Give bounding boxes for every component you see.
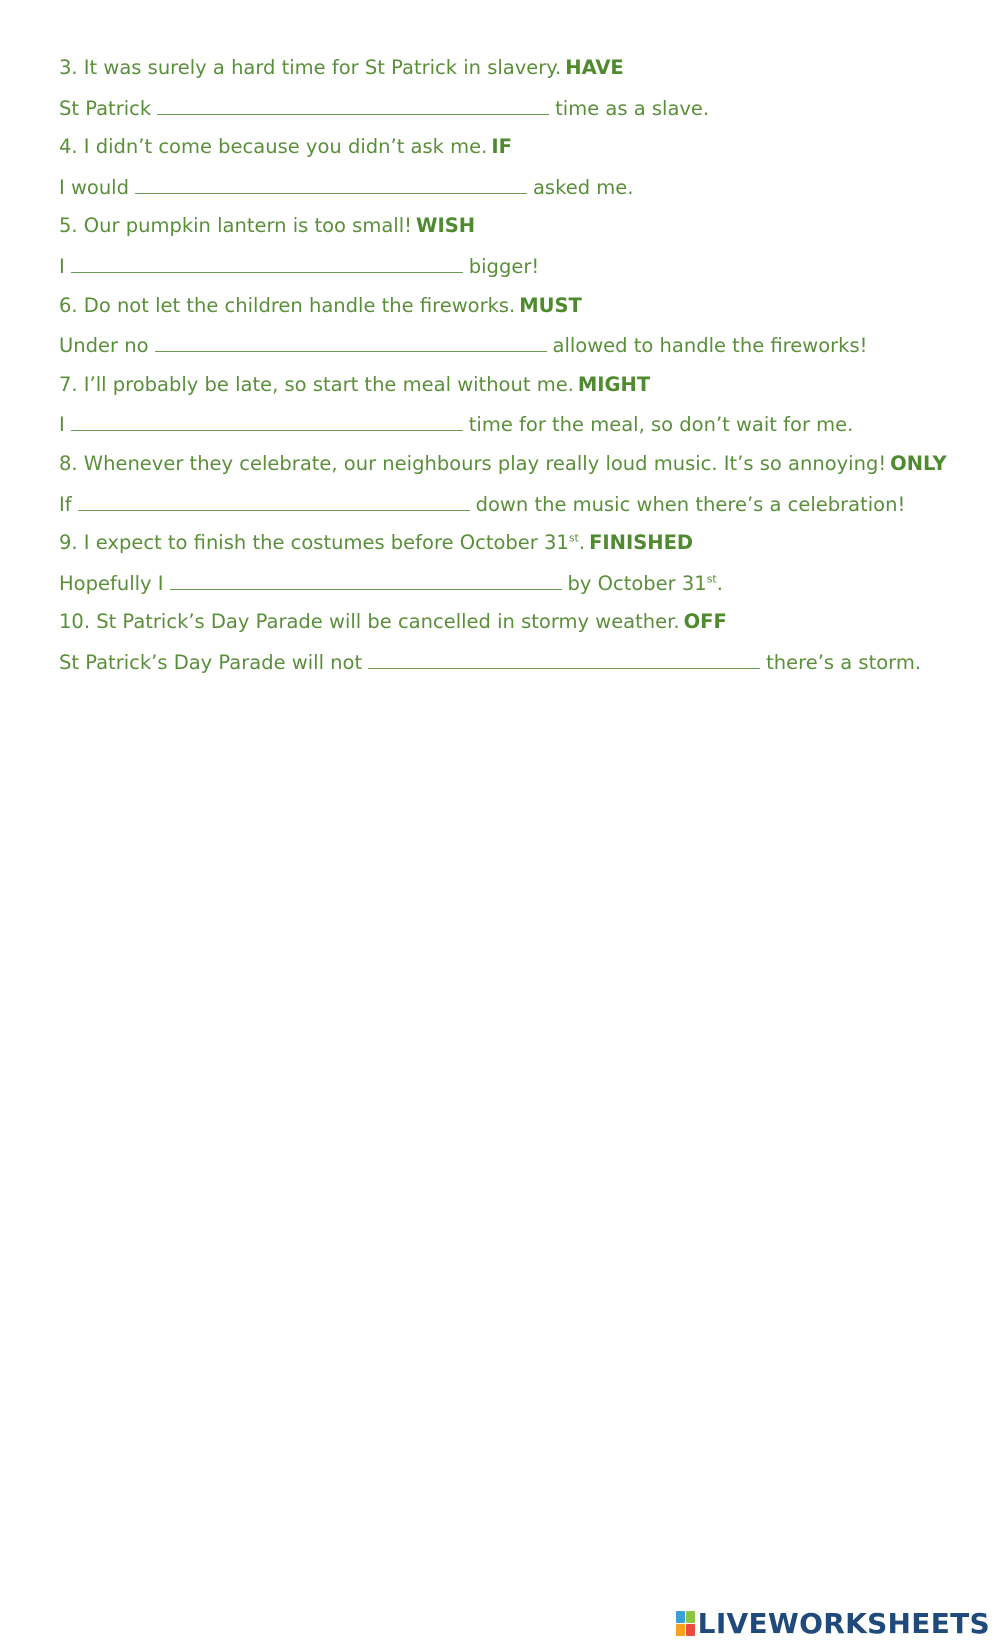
answer-suffix: down the music when there’s a celebration! <box>475 492 906 516</box>
question-text: 4. I didn’t come because you didn’t ask me. <box>59 135 488 159</box>
question-4-prompt <box>59 135 959 159</box>
question-8-answer-line <box>59 492 959 516</box>
logo-block-icon <box>686 1611 695 1623</box>
answer-blank[interactable] <box>368 650 760 669</box>
question-5-prompt <box>59 214 959 238</box>
ordinal-suffix: st <box>706 572 717 586</box>
answer-blank[interactable] <box>135 175 527 194</box>
question-4-answer-line <box>59 175 959 199</box>
logo-block-icon <box>686 1624 695 1636</box>
question-keyword: MUST <box>519 293 582 317</box>
question-text: 6. Do not let the children handle the fireworks. <box>59 293 516 317</box>
question-text: 3. It was surely a hard time for St Patrick in slavery. <box>59 56 562 79</box>
question-6-answer-line <box>59 333 959 357</box>
answer-blank[interactable] <box>78 492 470 511</box>
question-keyword: WISH <box>415 214 476 238</box>
answer-prefix: St Patrick’s Day Parade will not <box>59 650 363 674</box>
logo-block-icon <box>676 1611 685 1623</box>
question-9-prompt <box>59 531 959 555</box>
ordinal-suffix: st <box>568 531 579 545</box>
question-keyword: FINISHED <box>589 531 694 555</box>
question-3-prompt <box>59 56 959 80</box>
question-text: 7. I’ll probably be late, so start the meal without me. <box>59 372 574 396</box>
answer-blank[interactable] <box>71 412 463 431</box>
question-text: 5. Our pumpkin lantern is too small! <box>59 214 412 238</box>
answer-suffix: asked me. <box>532 175 634 199</box>
answer-blank[interactable] <box>157 96 549 115</box>
answer-suffix: time as a slave. <box>555 96 710 120</box>
answer-prefix: I would <box>59 175 129 199</box>
liveworksheets-logo-icon <box>676 1611 695 1636</box>
question-7-prompt <box>59 373 959 397</box>
question-keyword: HAVE <box>565 56 624 79</box>
answer-blank[interactable] <box>71 254 463 273</box>
answer-blank[interactable] <box>155 333 547 352</box>
question-8-prompt <box>59 452 959 476</box>
answer-punctuation: . <box>716 571 723 595</box>
answer-suffix: there’s a storm. <box>766 650 922 674</box>
question-9-answer-line <box>59 571 959 595</box>
answer-suffix: bigger! <box>468 254 540 278</box>
answer-suffix: by October 31 <box>567 571 707 595</box>
answer-suffix: allowed to handle the fireworks! <box>552 334 868 358</box>
answer-prefix: Under no <box>59 334 149 358</box>
answer-suffix: time for the meal, so don’t wait for me. <box>468 413 854 437</box>
question-punctuation: . <box>578 531 586 555</box>
question-keyword: MIGHT <box>577 372 651 396</box>
question-6-prompt <box>59 294 959 318</box>
answer-prefix: I <box>59 254 65 278</box>
answer-prefix: Hopefully I <box>59 571 164 595</box>
answer-prefix: St Patrick <box>59 96 152 120</box>
question-10-answer-line <box>59 650 959 674</box>
question-7-answer-line <box>59 412 959 436</box>
question-5-answer-line <box>59 254 959 278</box>
answer-prefix: If <box>59 492 72 516</box>
question-text: 8. Whenever they celebrate, our neighbours play really loud music. It’s so annoying! <box>59 451 887 475</box>
logo-text: LIVEWORKSHEETS <box>697 1606 990 1640</box>
question-keyword: IF <box>491 135 512 159</box>
question-keyword: OFF <box>683 610 727 634</box>
question-3-answer-line <box>59 96 959 120</box>
logo-block-icon <box>676 1624 685 1636</box>
worksheet-exercise <box>59 56 959 690</box>
question-text: 9. I expect to finish the costumes before October 31 <box>59 531 569 555</box>
liveworksheets-logo[interactable] <box>676 1606 990 1640</box>
answer-prefix: I <box>59 413 65 437</box>
answer-blank[interactable] <box>170 571 562 590</box>
question-keyword: ONLY <box>890 451 947 475</box>
question-10-prompt <box>59 610 959 634</box>
question-text: 10. St Patrick’s Day Parade will be cancelled in stormy weather. <box>59 610 680 634</box>
